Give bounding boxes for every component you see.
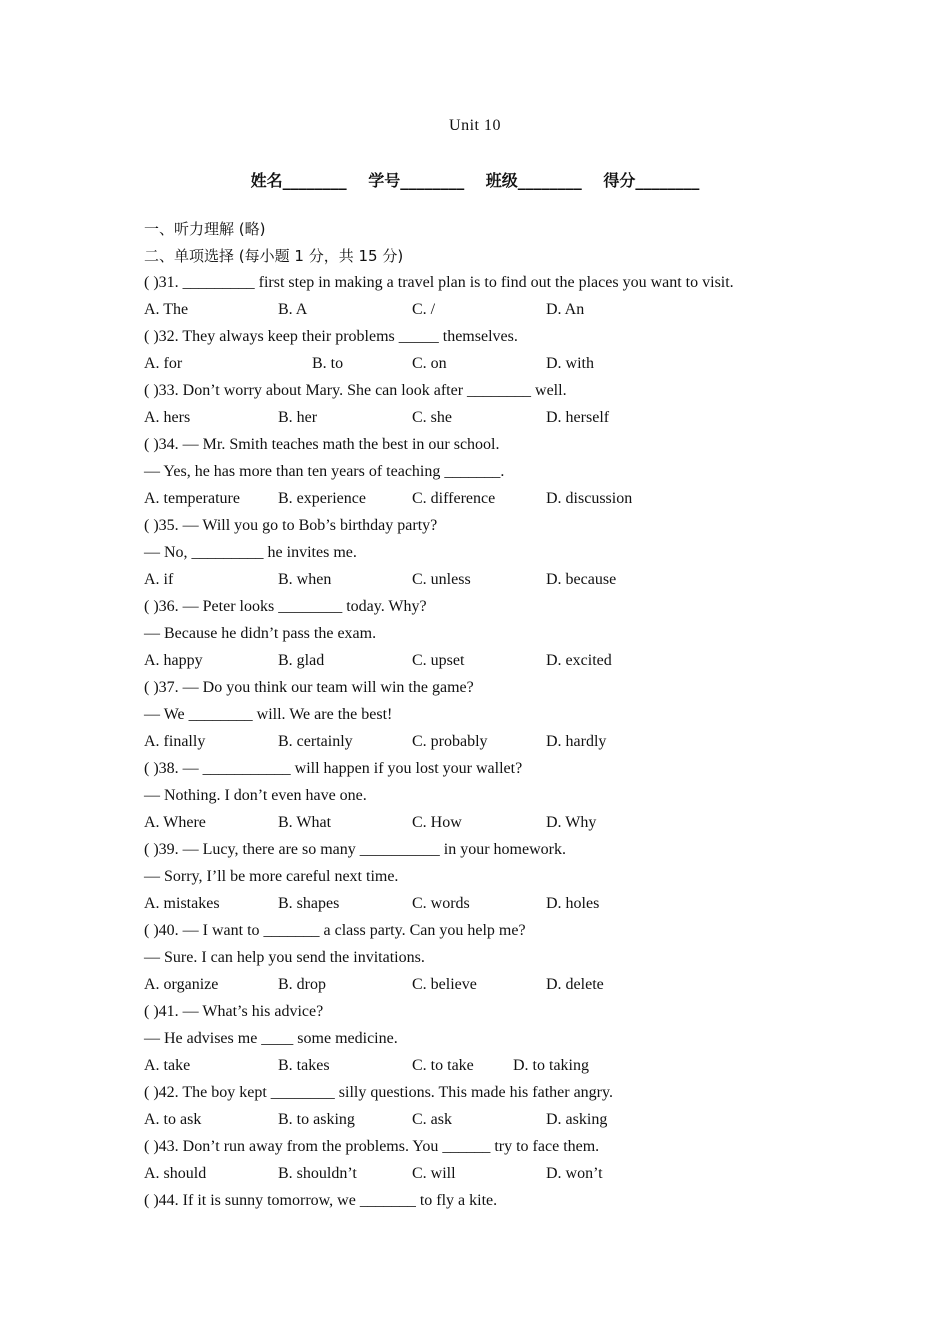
option-c: C. upset	[412, 652, 465, 669]
question-dialogue-line: — No, _________ he invites me.	[144, 544, 357, 561]
option-a: A. should	[144, 1165, 207, 1182]
option-c: C. will	[412, 1165, 456, 1182]
options-row	[144, 1109, 864, 1136]
question-stem: ( )34. — Mr. Smith teaches math the best in our school.	[144, 436, 500, 453]
question-stem: ( )33. Don’t worry about Mary. She can look after ________ well.	[144, 382, 567, 399]
question-stem: ( )40. — I want to _______ a class party. Can you help me?	[144, 922, 526, 939]
page-title: Unit 10	[449, 117, 501, 134]
options-row	[144, 353, 864, 380]
question-dialogue-line: — Yes, he has more than ten years of teaching _______.	[144, 463, 505, 480]
question-stem: ( )39. — Lucy, there are so many __________ in your homework.	[144, 841, 566, 858]
option-b: B. drop	[278, 976, 326, 993]
option-b: B. to asking	[278, 1111, 355, 1128]
question-stem: ( )37. — Do you think our team will win the game?	[144, 679, 474, 696]
option-d: D. Why	[546, 814, 597, 831]
option-d: D. excited	[546, 652, 612, 669]
option-c: C. /	[412, 301, 436, 318]
option-c: C. ask	[412, 1111, 452, 1128]
option-b: B. her	[278, 409, 318, 426]
options-row	[144, 407, 864, 434]
option-d: D. with	[546, 355, 594, 372]
option-a: A. organize	[144, 976, 219, 993]
option-c: C. difference	[412, 490, 496, 507]
option-a: A. Where	[144, 814, 206, 831]
question-stem: ( )36. — Peter looks ________ today. Why?	[144, 598, 427, 615]
options-row	[144, 1163, 864, 1190]
option-b: B. to	[312, 355, 344, 372]
questions-container	[144, 272, 864, 1217]
option-a: A. finally	[144, 733, 206, 750]
option-d: D. hardly	[546, 733, 607, 750]
options-row	[144, 893, 864, 920]
option-a: A. happy	[144, 652, 203, 669]
question-stem: ( )32. They always keep their problems _____ themselves.	[144, 328, 518, 345]
question-stem: ( )42. The boy kept ________ silly questions. This made his father angry.	[144, 1084, 613, 1101]
option-d: D. discussion	[546, 490, 633, 507]
option-b: B. shapes	[278, 895, 340, 912]
question-stem: ( )31. _________ first step in making a travel plan is to find out the places you want to visit.	[144, 274, 734, 291]
question-stem: ( )44. If it is sunny tomorrow, we _______ to fly a kite.	[144, 1192, 498, 1209]
option-d: D. An	[546, 301, 585, 318]
question-dialogue-line: — Because he didn’t pass the exam.	[144, 625, 377, 642]
section-single-choice: 二、单项选择 (每小题 1 分，共 15 分)	[144, 247, 404, 265]
question-dialogue-line: — Sorry, I’ll be more careful next time.	[144, 868, 399, 885]
options-row	[144, 569, 864, 596]
option-b: B. experience	[278, 490, 366, 507]
question-dialogue-line: — He advises me ____ some medicine.	[144, 1030, 398, 1047]
class-field: 班级________	[485, 171, 582, 190]
option-b: B. shouldn’t	[278, 1165, 357, 1182]
option-c: C. on	[412, 355, 447, 372]
name-field: 姓名________	[250, 171, 347, 190]
options-row	[144, 1055, 864, 1082]
option-b: B. certainly	[278, 733, 353, 750]
option-d: D. to taking	[513, 1057, 589, 1074]
options-row	[144, 299, 864, 326]
option-a: A. if	[144, 571, 174, 588]
option-a: A. for	[144, 355, 183, 372]
options-row	[144, 731, 864, 758]
option-d: D. asking	[546, 1111, 608, 1128]
option-c: C. How	[412, 814, 462, 831]
option-c: C. words	[412, 895, 470, 912]
option-a: A. mistakes	[144, 895, 220, 912]
question-stem: ( )41. — What’s his advice?	[144, 1003, 324, 1020]
option-a: A. to ask	[144, 1111, 202, 1128]
option-b: B. A	[278, 301, 308, 318]
options-row	[144, 974, 864, 1001]
section-listening: 一、听力理解 (略)	[144, 220, 266, 238]
question-stem: ( )38. — ___________ will happen if you lost your wallet?	[144, 760, 523, 777]
option-c: C. unless	[412, 571, 471, 588]
option-d: D. herself	[546, 409, 610, 426]
option-c: C. probably	[412, 733, 488, 750]
student-info-row	[0, 168, 950, 191]
option-c: C. believe	[412, 976, 477, 993]
options-row	[144, 650, 864, 677]
option-d: D. because	[546, 571, 617, 588]
option-c: C. she	[412, 409, 452, 426]
question-stem: ( )35. — Will you go to Bob’s birthday party?	[144, 517, 438, 534]
option-a: A. hers	[144, 409, 191, 426]
score-field: 得分________	[603, 171, 700, 190]
question-dialogue-line: — We ________ will. We are the best!	[144, 706, 393, 723]
option-a: A. The	[144, 301, 189, 318]
question-stem: ( )43. Don’t run away from the problems. You ______ try to face them.	[144, 1138, 600, 1155]
option-d: D. holes	[546, 895, 600, 912]
option-a: A. temperature	[144, 490, 240, 507]
option-b: B. glad	[278, 652, 325, 669]
question-dialogue-line: — Nothing. I don’t even have one.	[144, 787, 367, 804]
option-b: B. What	[278, 814, 332, 831]
student-number-field: 学号________	[368, 171, 465, 190]
options-row	[144, 488, 864, 515]
option-b: B. takes	[278, 1057, 330, 1074]
option-a: A. take	[144, 1057, 191, 1074]
option-d: D. delete	[546, 976, 604, 993]
option-b: B. when	[278, 571, 332, 588]
question-dialogue-line: — Sure. I can help you send the invitations.	[144, 949, 425, 966]
option-c: C. to take	[412, 1057, 474, 1074]
option-d: D. won’t	[546, 1165, 603, 1182]
question-list	[144, 218, 864, 1217]
options-row	[144, 812, 864, 839]
